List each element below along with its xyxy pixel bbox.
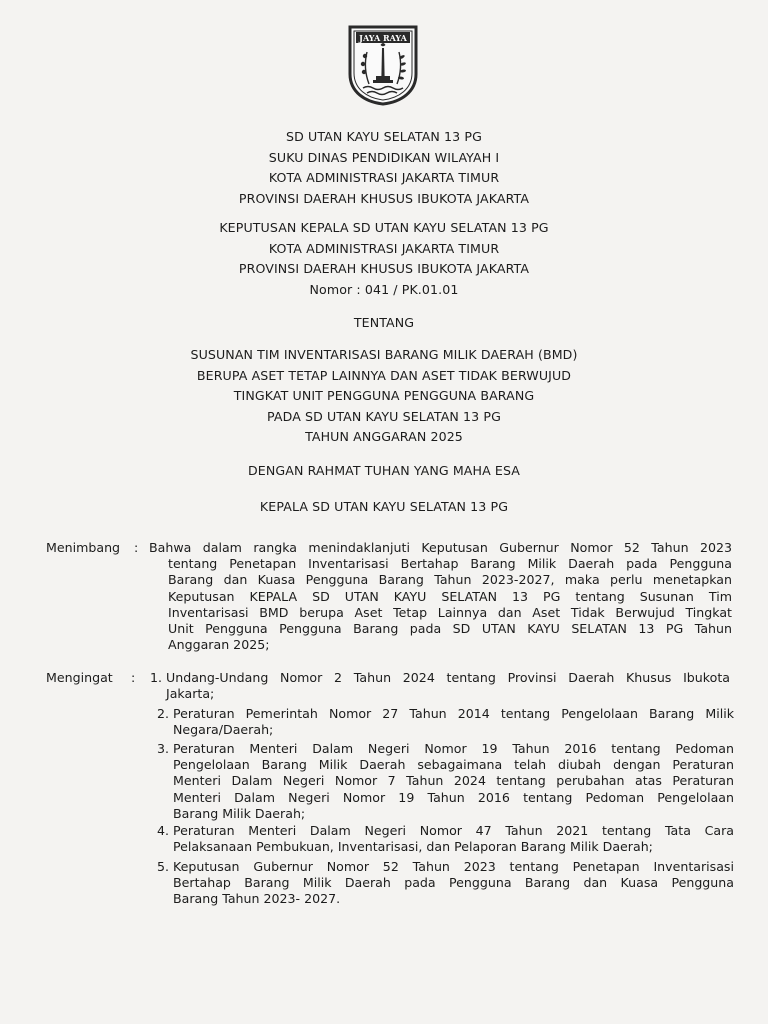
item-number: 5. bbox=[157, 859, 170, 874]
item-line: Peraturan Pemerintah Nomor 27 Tahun 2014 tentang Pengelolaan Barang Milik bbox=[173, 706, 734, 721]
mengingat-label: Mengingat bbox=[46, 670, 113, 685]
menimbang-line: Barang dan Kuasa Pengguna Barang Tahun 2023-2027, maka perlu menetapkan bbox=[168, 572, 732, 588]
tentang-heading bbox=[0, 313, 768, 334]
decree-city: KOTA ADMINISTRASI JAKARTA TIMUR bbox=[268, 240, 500, 256]
item-line: Negara/Daerah; bbox=[173, 722, 274, 738]
rahmat-text: DENGAN RAHMAT TUHAN YANG MAHA ESA bbox=[248, 463, 520, 478]
item-line: Bertahap Barang Milik Daerah pada Pengguna Barang dan Kuasa Pengguna bbox=[173, 875, 734, 891]
kepala-heading bbox=[0, 497, 768, 518]
item-line: Pengelolaan Barang Milik Daerah sebagaimana telah diubah dengan Peraturan bbox=[173, 757, 734, 773]
menimbang-line: tentang Penetapan Inventarisasi Bertahap Barang Milik Daerah pada Pengguna bbox=[168, 556, 732, 572]
item-number: 3. bbox=[157, 741, 170, 756]
item-line: Menteri Dalam Negeri Nomor 19 Tahun 2016 tentang Pedoman Pengelolaan bbox=[173, 789, 734, 805]
item-line: Barang Tahun 2023- 2027. bbox=[173, 891, 341, 907]
decree-province: PROVINSI DAERAH KHUSUS IBUKOTA JAKARTA bbox=[238, 261, 530, 276]
decree-number: Nomor : 041 / PK.01.01 bbox=[309, 281, 459, 297]
item-line: Undang-Undang Nomor 2 Tahun 2024 tentang Provinsi Daerah Khusus Ibukota bbox=[166, 670, 730, 685]
item-line: Jakarta; bbox=[166, 686, 215, 702]
agency-name: SUKU DINAS PENDIDIKAN WILAYAH I bbox=[268, 149, 500, 165]
item-line: Peraturan Menteri Dalam Negeri Nomor 47 Tahun 2021 tentang Tata Cara bbox=[173, 823, 734, 838]
item-line: Menteri Dalam Negeri Nomor 7 Tahun 2024 tentang perubahan atas Peraturan bbox=[173, 773, 734, 789]
letterhead bbox=[0, 127, 768, 209]
menimbang-line: Unit Pengguna Pengguna Barang pada SD UTAN KAYU SELATAN 13 PG Tahun bbox=[168, 621, 732, 637]
menimbang-label: Menimbang bbox=[46, 540, 121, 555]
item-number: 1. bbox=[150, 670, 163, 685]
subject-line: SUSUNAN TIM INVENTARISASI BARANG MILIK DAERAH (BMD) bbox=[190, 347, 578, 362]
decree-title: KEPUTUSAN KEPALA SD UTAN KAYU SELATAN 13 PG bbox=[219, 220, 549, 235]
menimbang-colon: : bbox=[134, 540, 139, 555]
subject-line: TINGKAT UNIT PENGGUNA PENGGUNA BARANG bbox=[233, 388, 535, 403]
menimbang-text bbox=[149, 540, 732, 653]
menimbang-line: Keputusan KEPALA SD UTAN KAYU SELATAN 13 PG tentang Susunan Tim bbox=[168, 588, 732, 604]
menimbang-line: Inventarisasi BMD berupa Aset Tetap Lainnya dan Aset Tidak Berwujud Tingkat bbox=[168, 604, 732, 620]
decree-heading bbox=[0, 218, 768, 300]
decree-subject bbox=[0, 345, 768, 448]
school-name: SD UTAN KAYU SELATAN 13 PG bbox=[286, 129, 482, 144]
jakarta-coat-of-arms-icon bbox=[347, 24, 419, 106]
subject-line: TAHUN ANGGARAN 2025 bbox=[305, 429, 463, 444]
city-name: KOTA ADMINISTRASI JAKARTA TIMUR bbox=[268, 170, 500, 185]
item-line: Keputusan Gubernur Nomor 52 Tahun 2023 tentang Penetapan Inventarisasi bbox=[173, 859, 734, 874]
kepala-text: KEPALA SD UTAN KAYU SELATAN 13 PG bbox=[259, 499, 509, 514]
item-line: Peraturan Menteri Dalam Negeri Nomor 19 Tahun 2016 tentang Pedoman bbox=[173, 741, 734, 756]
rahmat-heading bbox=[0, 461, 768, 482]
tentang-text: TENTANG bbox=[353, 315, 415, 330]
logo-text: JAYA RAYA bbox=[359, 32, 407, 43]
item-number: 2. bbox=[157, 706, 170, 721]
menimbang-line: Bahwa dalam rangka menindaklanjuti Keputusan Gubernur Nomor 52 Tahun 2023 bbox=[149, 540, 732, 555]
subject-line: BERUPA ASET TETAP LAINNYA DAN ASET TIDAK BERWUJUD bbox=[196, 367, 572, 383]
menimbang-line: Anggaran 2025; bbox=[168, 637, 270, 653]
mengingat-colon: : bbox=[131, 670, 136, 685]
subject-line: PADA SD UTAN KAYU SELATAN 13 PG bbox=[267, 408, 501, 424]
item-line: Barang Milik Daerah; bbox=[173, 805, 306, 821]
province-name: PROVINSI DAERAH KHUSUS IBUKOTA JAKARTA bbox=[238, 190, 530, 206]
item-line: Pelaksanaan Pembukuan, Inventarisasi, dan Pelaporan Barang Milik Daerah; bbox=[173, 839, 653, 855]
item-number: 4. bbox=[157, 823, 170, 838]
